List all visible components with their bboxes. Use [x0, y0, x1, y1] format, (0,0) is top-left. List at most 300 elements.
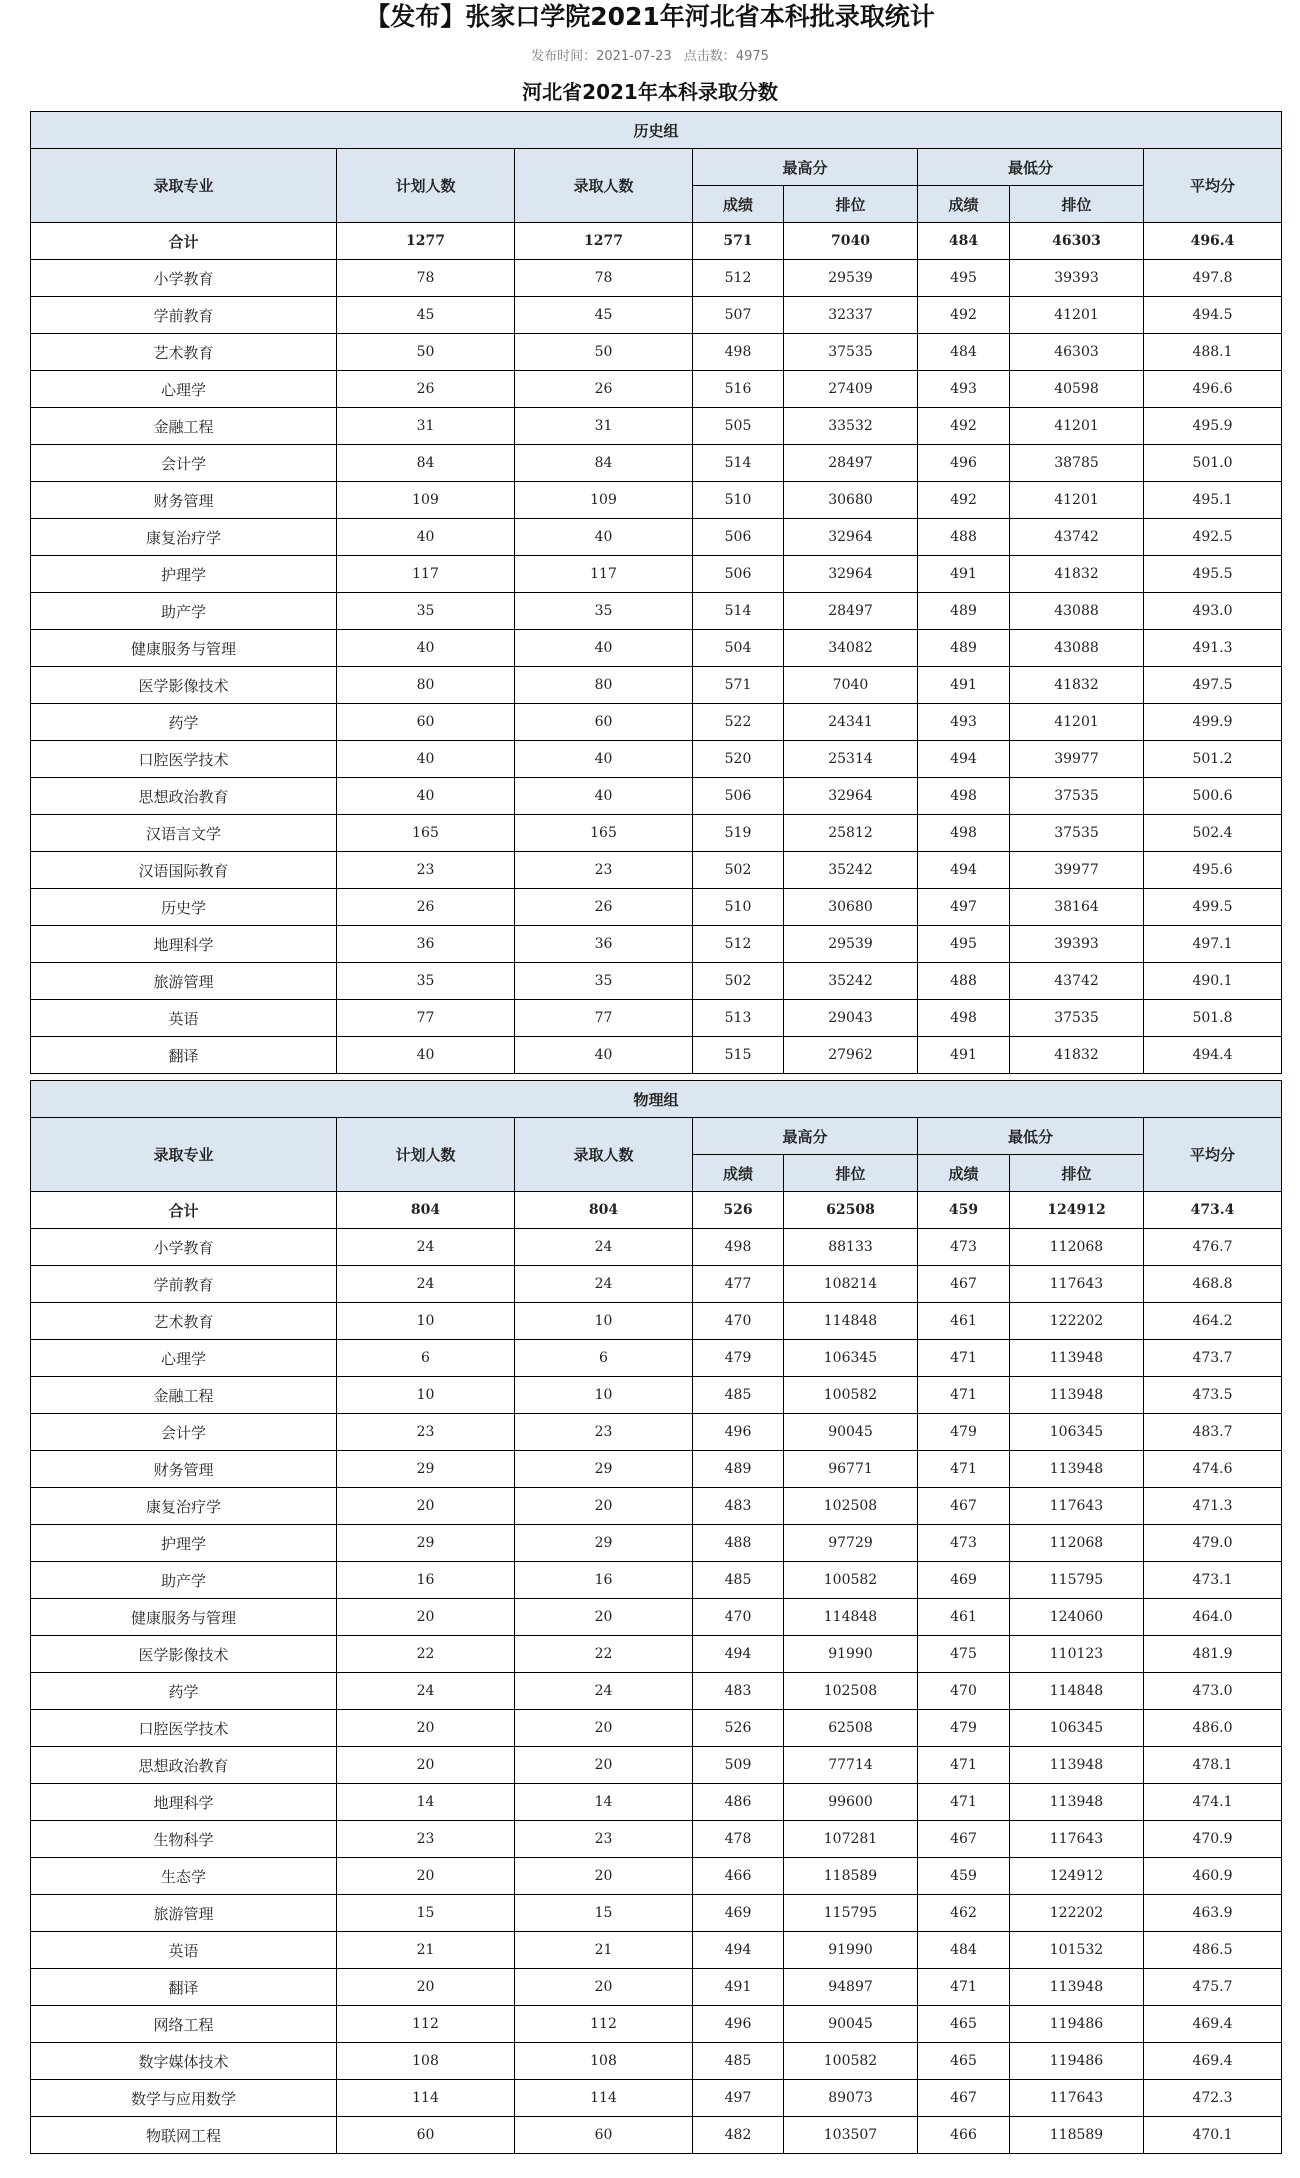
- cell-major: 健康服务与管理: [31, 630, 337, 667]
- cell-max-rank: 106345: [784, 1340, 918, 1377]
- cell-max-rank: 100582: [784, 1377, 918, 1414]
- table-row: [31, 1636, 1282, 1673]
- cell-major: 地理科学: [31, 1784, 337, 1821]
- cell-avg: 495.1: [1144, 482, 1282, 519]
- cell-admitted: 77: [515, 1000, 693, 1037]
- cell-min-score: 491: [918, 1037, 1010, 1074]
- cell-min-score: 471: [918, 1451, 1010, 1488]
- cell-max-score: 498: [693, 334, 784, 371]
- cell-min-score: 488: [918, 519, 1010, 556]
- table-row: [31, 1562, 1282, 1599]
- cell-plan: 80: [337, 667, 515, 704]
- cell-admitted: 24: [515, 1266, 693, 1303]
- cell-avg: 495.5: [1144, 556, 1282, 593]
- cell-max-score: 522: [693, 704, 784, 741]
- cell-major: 生物科学: [31, 1821, 337, 1858]
- cell-min-rank: 119486: [1010, 2006, 1144, 2043]
- cell-min-rank: 119486: [1010, 2043, 1144, 2080]
- header-avg: 平均分: [1144, 149, 1282, 223]
- cell-min-rank: 112068: [1010, 1229, 1144, 1266]
- table-subtitle: 河北省2021年本科录取分数: [522, 80, 778, 104]
- cell-min-rank: 124912: [1010, 1192, 1144, 1229]
- cell-max-score: 571: [693, 667, 784, 704]
- cell-major: 数字媒体技术: [31, 2043, 337, 2080]
- cell-min-rank: 117643: [1010, 1266, 1144, 1303]
- total-row: [31, 223, 1282, 260]
- cell-plan: 45: [337, 297, 515, 334]
- cell-max-rank: 37535: [784, 334, 918, 371]
- header-avg: 平均分: [1144, 1118, 1282, 1192]
- cell-plan: 24: [337, 1229, 515, 1266]
- table-row: [31, 1710, 1282, 1747]
- header-min-score: 成绩: [918, 1155, 1010, 1192]
- cell-max-rank: 32337: [784, 297, 918, 334]
- cell-admitted: 80: [515, 667, 693, 704]
- table-row: [31, 260, 1282, 297]
- cell-plan: 60: [337, 704, 515, 741]
- cell-admitted: 45: [515, 297, 693, 334]
- cell-major: 康复治疗学: [31, 519, 337, 556]
- cell-avg: 473.7: [1144, 1340, 1282, 1377]
- cell-admitted: 10: [515, 1303, 693, 1340]
- cell-avg: 486.5: [1144, 1932, 1282, 1969]
- header-max-rank: 排位: [784, 1155, 918, 1192]
- cell-min-rank: 112068: [1010, 1525, 1144, 1562]
- table-row: [31, 408, 1282, 445]
- cell-max-rank: 77714: [784, 1747, 918, 1784]
- cell-admitted: 20: [515, 1710, 693, 1747]
- group-title-row: [31, 1081, 1282, 1118]
- cell-min-rank: 114848: [1010, 1673, 1144, 1710]
- cell-major: 康复治疗学: [31, 1488, 337, 1525]
- cell-max-rank: 32964: [784, 519, 918, 556]
- cell-admitted: 114: [515, 2080, 693, 2117]
- history-group-table: [30, 111, 1282, 1074]
- table-row: [31, 445, 1282, 482]
- cell-max-score: 526: [693, 1192, 784, 1229]
- cell-major: 金融工程: [31, 1377, 337, 1414]
- cell-plan: 24: [337, 1673, 515, 1710]
- cell-max-score: 506: [693, 778, 784, 815]
- cell-max-rank: 90045: [784, 1414, 918, 1451]
- cell-max-rank: 91990: [784, 1636, 918, 1673]
- cell-major: 财务管理: [31, 482, 337, 519]
- cell-avg: 479.0: [1144, 1525, 1282, 1562]
- cell-major: 医学影像技术: [31, 667, 337, 704]
- cell-plan: 165: [337, 815, 515, 852]
- cell-avg: 474.1: [1144, 1784, 1282, 1821]
- cell-avg: 499.9: [1144, 704, 1282, 741]
- cell-admitted: 804: [515, 1192, 693, 1229]
- cell-min-rank: 122202: [1010, 1303, 1144, 1340]
- table-row: [31, 1037, 1282, 1074]
- table-row: [31, 371, 1282, 408]
- cell-min-score: 470: [918, 1673, 1010, 1710]
- cell-major: 艺术教育: [31, 334, 337, 371]
- cell-max-rank: 114848: [784, 1599, 918, 1636]
- cell-min-rank: 39393: [1010, 926, 1144, 963]
- table-row: [31, 852, 1282, 889]
- cell-min-score: 473: [918, 1229, 1010, 1266]
- cell-max-score: 502: [693, 852, 784, 889]
- table-row: [31, 1599, 1282, 1636]
- cell-min-score: 461: [918, 1599, 1010, 1636]
- table-row: [31, 815, 1282, 852]
- cell-min-rank: 40598: [1010, 371, 1144, 408]
- cell-major: 学前教育: [31, 297, 337, 334]
- table-row: [31, 963, 1282, 1000]
- cell-max-rank: 28497: [784, 593, 918, 630]
- cell-max-score: 485: [693, 1562, 784, 1599]
- cell-min-score: 493: [918, 371, 1010, 408]
- cell-max-score: 514: [693, 445, 784, 482]
- cell-plan: 117: [337, 556, 515, 593]
- cell-admitted: 15: [515, 1895, 693, 1932]
- cell-max-score: 526: [693, 1710, 784, 1747]
- click-count: 点击数：4975: [683, 49, 769, 64]
- header-admitted: 录取人数: [515, 1118, 693, 1192]
- cell-min-rank: 115795: [1010, 1562, 1144, 1599]
- cell-major: 网络工程: [31, 2006, 337, 2043]
- cell-admitted: 60: [515, 704, 693, 741]
- cell-admitted: 20: [515, 1969, 693, 2006]
- cell-plan: 20: [337, 1858, 515, 1895]
- cell-admitted: 16: [515, 1562, 693, 1599]
- cell-max-rank: 35242: [784, 852, 918, 889]
- cell-max-rank: 115795: [784, 1895, 918, 1932]
- cell-avg: 473.5: [1144, 1377, 1282, 1414]
- cell-max-score: 485: [693, 1377, 784, 1414]
- cell-max-rank: 28497: [784, 445, 918, 482]
- cell-avg: 478.1: [1144, 1747, 1282, 1784]
- table-row: [31, 2006, 1282, 2043]
- cell-max-rank: 34082: [784, 630, 918, 667]
- cell-max-score: 506: [693, 556, 784, 593]
- cell-major: 翻译: [31, 1969, 337, 2006]
- cell-max-rank: 94897: [784, 1969, 918, 2006]
- cell-min-rank: 37535: [1010, 1000, 1144, 1037]
- cell-avg: 490.1: [1144, 963, 1282, 1000]
- cell-min-score: 495: [918, 926, 1010, 963]
- cell-major: 会计学: [31, 445, 337, 482]
- cell-max-score: 510: [693, 889, 784, 926]
- table-row: [31, 1821, 1282, 1858]
- cell-plan: 10: [337, 1377, 515, 1414]
- publish-time: 发布时间：2021-07-23: [531, 49, 672, 64]
- cell-admitted: 40: [515, 741, 693, 778]
- cell-min-score: 465: [918, 2006, 1010, 2043]
- cell-max-score: 571: [693, 223, 784, 260]
- cell-max-rank: 32964: [784, 556, 918, 593]
- cell-max-rank: 29539: [784, 260, 918, 297]
- cell-max-rank: 27409: [784, 371, 918, 408]
- cell-max-score: 496: [693, 2006, 784, 2043]
- cell-major: 学前教育: [31, 1266, 337, 1303]
- cell-plan: 50: [337, 334, 515, 371]
- cell-max-score: 469: [693, 1895, 784, 1932]
- cell-min-score: 467: [918, 2080, 1010, 2117]
- cell-major: 思想政治教育: [31, 1747, 337, 1784]
- cell-min-rank: 117643: [1010, 1488, 1144, 1525]
- cell-max-score: 510: [693, 482, 784, 519]
- cell-min-score: 467: [918, 1266, 1010, 1303]
- cell-plan: 21: [337, 1932, 515, 1969]
- cell-max-rank: 91990: [784, 1932, 918, 1969]
- cell-avg: 464.2: [1144, 1303, 1282, 1340]
- cell-admitted: 35: [515, 963, 693, 1000]
- cell-major: 药学: [31, 704, 337, 741]
- cell-plan: 26: [337, 371, 515, 408]
- cell-max-score: 466: [693, 1858, 784, 1895]
- cell-plan: 14: [337, 1784, 515, 1821]
- table-row: [31, 630, 1282, 667]
- header-major: 录取专业: [31, 1118, 337, 1192]
- table-row: [31, 1747, 1282, 1784]
- header-major: 录取专业: [31, 149, 337, 223]
- cell-max-score: 514: [693, 593, 784, 630]
- cell-avg: 486.0: [1144, 1710, 1282, 1747]
- cell-plan: 1277: [337, 223, 515, 260]
- cell-major: 历史学: [31, 889, 337, 926]
- cell-plan: 40: [337, 741, 515, 778]
- cell-min-score: 465: [918, 2043, 1010, 2080]
- cell-max-rank: 29043: [784, 1000, 918, 1037]
- header-min-rank: 排位: [1010, 186, 1144, 223]
- cell-min-rank: 101532: [1010, 1932, 1144, 1969]
- cell-avg: 463.9: [1144, 1895, 1282, 1932]
- cell-admitted: 26: [515, 371, 693, 408]
- cell-admitted: 21: [515, 1932, 693, 1969]
- header-row: [31, 149, 1282, 186]
- cell-min-rank: 46303: [1010, 334, 1144, 371]
- group-title-row: [31, 112, 1282, 149]
- cell-admitted: 109: [515, 482, 693, 519]
- cell-admitted: 108: [515, 2043, 693, 2080]
- cell-avg: 481.9: [1144, 1636, 1282, 1673]
- cell-max-score: 477: [693, 1266, 784, 1303]
- cell-min-rank: 38785: [1010, 445, 1144, 482]
- cell-major: 合计: [31, 1192, 337, 1229]
- cell-min-rank: 41201: [1010, 408, 1144, 445]
- cell-max-score: 513: [693, 1000, 784, 1037]
- cell-max-rank: 33532: [784, 408, 918, 445]
- cell-plan: 10: [337, 1303, 515, 1340]
- cell-avg: 473.4: [1144, 1192, 1282, 1229]
- cell-plan: 112: [337, 2006, 515, 2043]
- header-max: 最高分: [693, 1118, 918, 1155]
- cell-admitted: 36: [515, 926, 693, 963]
- cell-min-rank: 110123: [1010, 1636, 1144, 1673]
- header-max-rank: 排位: [784, 186, 918, 223]
- cell-min-score: 498: [918, 1000, 1010, 1037]
- cell-max-rank: 27962: [784, 1037, 918, 1074]
- cell-max-score: 519: [693, 815, 784, 852]
- cell-max-score: 496: [693, 1414, 784, 1451]
- cell-min-score: 496: [918, 445, 1010, 482]
- cell-major: 助产学: [31, 593, 337, 630]
- cell-max-rank: 96771: [784, 1451, 918, 1488]
- table-row: [31, 778, 1282, 815]
- cell-max-score: 482: [693, 2117, 784, 2154]
- cell-major: 艺术教育: [31, 1303, 337, 1340]
- cell-min-rank: 113948: [1010, 1747, 1144, 1784]
- table-row: [31, 1229, 1282, 1266]
- header-min-rank: 排位: [1010, 1155, 1144, 1192]
- cell-admitted: 24: [515, 1229, 693, 1266]
- cell-min-score: 498: [918, 815, 1010, 852]
- cell-min-score: 492: [918, 408, 1010, 445]
- cell-avg: 499.5: [1144, 889, 1282, 926]
- cell-plan: 20: [337, 1710, 515, 1747]
- cell-plan: 15: [337, 1895, 515, 1932]
- cell-admitted: 40: [515, 519, 693, 556]
- cell-avg: 492.5: [1144, 519, 1282, 556]
- cell-min-score: 459: [918, 1858, 1010, 1895]
- cell-max-rank: 30680: [784, 482, 918, 519]
- cell-min-rank: 38164: [1010, 889, 1144, 926]
- cell-min-score: 471: [918, 1784, 1010, 1821]
- group-title: 物理组: [31, 1081, 1282, 1118]
- cell-max-score: 478: [693, 1821, 784, 1858]
- cell-avg: 473.1: [1144, 1562, 1282, 1599]
- cell-major: 英语: [31, 1932, 337, 1969]
- table-row: [31, 297, 1282, 334]
- cell-max-rank: 25812: [784, 815, 918, 852]
- cell-avg: 501.0: [1144, 445, 1282, 482]
- cell-avg: 502.4: [1144, 815, 1282, 852]
- cell-major: 思想政治教育: [31, 778, 337, 815]
- cell-major: 护理学: [31, 1525, 337, 1562]
- cell-plan: 109: [337, 482, 515, 519]
- table-row: [31, 1969, 1282, 2006]
- table-row: [31, 2117, 1282, 2154]
- cell-plan: 84: [337, 445, 515, 482]
- table-row: [31, 704, 1282, 741]
- table-row: [31, 2080, 1282, 2117]
- cell-plan: 31: [337, 408, 515, 445]
- cell-major: 心理学: [31, 1340, 337, 1377]
- cell-min-score: 462: [918, 1895, 1010, 1932]
- cell-min-score: 479: [918, 1414, 1010, 1451]
- cell-avg: 494.5: [1144, 297, 1282, 334]
- cell-plan: 23: [337, 1821, 515, 1858]
- cell-max-score: 470: [693, 1303, 784, 1340]
- cell-max-rank: 62508: [784, 1710, 918, 1747]
- cell-admitted: 23: [515, 1414, 693, 1451]
- cell-avg: 469.4: [1144, 2043, 1282, 2080]
- cell-max-score: 489: [693, 1451, 784, 1488]
- cell-min-score: 498: [918, 778, 1010, 815]
- cell-admitted: 10: [515, 1377, 693, 1414]
- cell-admitted: 20: [515, 1858, 693, 1895]
- cell-avg: 496.6: [1144, 371, 1282, 408]
- cell-major: 小学教育: [31, 1229, 337, 1266]
- cell-min-rank: 39977: [1010, 852, 1144, 889]
- cell-avg: 470.9: [1144, 1821, 1282, 1858]
- cell-min-score: 489: [918, 630, 1010, 667]
- table-row: [31, 1377, 1282, 1414]
- cell-major: 健康服务与管理: [31, 1599, 337, 1636]
- cell-max-rank: 102508: [784, 1673, 918, 1710]
- cell-min-score: 479: [918, 1710, 1010, 1747]
- cell-max-score: 491: [693, 1969, 784, 2006]
- cell-avg: 496.4: [1144, 223, 1282, 260]
- cell-plan: 20: [337, 1969, 515, 2006]
- table-row: [31, 667, 1282, 704]
- cell-min-score: 489: [918, 593, 1010, 630]
- cell-min-score: 491: [918, 556, 1010, 593]
- cell-plan: 77: [337, 1000, 515, 1037]
- cell-admitted: 78: [515, 260, 693, 297]
- table-row: [31, 482, 1282, 519]
- cell-plan: 40: [337, 1037, 515, 1074]
- article-title: 【发布】张家口学院2021年河北省本科批录取统计: [365, 2, 935, 31]
- cell-max-score: 488: [693, 1525, 784, 1562]
- table-row: [31, 1266, 1282, 1303]
- cell-max-rank: 7040: [784, 667, 918, 704]
- cell-max-rank: 107281: [784, 1821, 918, 1858]
- cell-min-score: 484: [918, 223, 1010, 260]
- table-row: [31, 1895, 1282, 1932]
- cell-max-score: 512: [693, 260, 784, 297]
- cell-min-rank: 43088: [1010, 630, 1144, 667]
- cell-min-score: 494: [918, 852, 1010, 889]
- cell-major: 口腔医学技术: [31, 1710, 337, 1747]
- cell-avg: 501.2: [1144, 741, 1282, 778]
- physics-group-table: [30, 1080, 1282, 2154]
- table-row: [31, 1414, 1282, 1451]
- cell-min-score: 467: [918, 1488, 1010, 1525]
- cell-admitted: 117: [515, 556, 693, 593]
- header-row: [31, 1118, 1282, 1155]
- cell-min-rank: 41832: [1010, 556, 1144, 593]
- cell-major: 医学影像技术: [31, 1636, 337, 1673]
- cell-major: 合计: [31, 223, 337, 260]
- cell-plan: 108: [337, 2043, 515, 2080]
- cell-plan: 29: [337, 1451, 515, 1488]
- cell-admitted: 165: [515, 815, 693, 852]
- cell-plan: 6: [337, 1340, 515, 1377]
- cell-avg: 494.4: [1144, 1037, 1282, 1074]
- cell-plan: 26: [337, 889, 515, 926]
- cell-max-score: 509: [693, 1747, 784, 1784]
- cell-avg: 495.9: [1144, 408, 1282, 445]
- cell-max-score: 504: [693, 630, 784, 667]
- cell-min-rank: 106345: [1010, 1710, 1144, 1747]
- cell-plan: 16: [337, 1562, 515, 1599]
- cell-plan: 20: [337, 1747, 515, 1784]
- cell-min-rank: 122202: [1010, 1895, 1144, 1932]
- cell-max-score: 507: [693, 297, 784, 334]
- cell-plan: 20: [337, 1488, 515, 1525]
- cell-plan: 40: [337, 778, 515, 815]
- cell-min-rank: 106345: [1010, 1414, 1144, 1451]
- cell-avg: 491.3: [1144, 630, 1282, 667]
- cell-plan: 23: [337, 852, 515, 889]
- header-min: 最低分: [918, 1118, 1144, 1155]
- cell-admitted: 50: [515, 334, 693, 371]
- cell-plan: 29: [337, 1525, 515, 1562]
- cell-max-score: 515: [693, 1037, 784, 1074]
- table-row: [31, 1488, 1282, 1525]
- cell-admitted: 40: [515, 1037, 693, 1074]
- cell-min-score: 491: [918, 667, 1010, 704]
- cell-avg: 500.6: [1144, 778, 1282, 815]
- cell-avg: 501.8: [1144, 1000, 1282, 1037]
- cell-min-score: 459: [918, 1192, 1010, 1229]
- cell-max-rank: 29539: [784, 926, 918, 963]
- cell-min-rank: 124060: [1010, 1599, 1144, 1636]
